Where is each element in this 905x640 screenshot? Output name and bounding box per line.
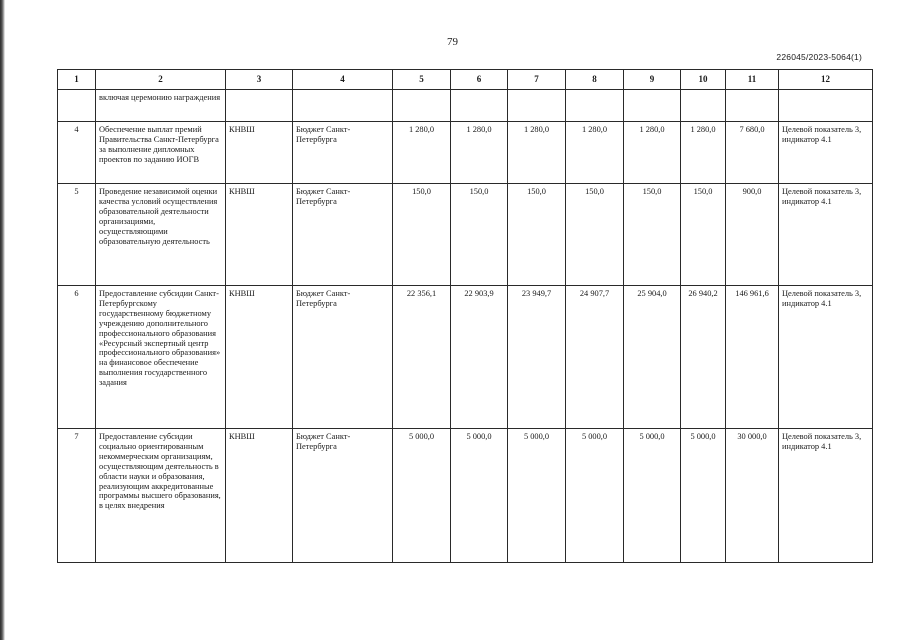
total-cell: 900,0 xyxy=(726,184,779,286)
header-cell: 6 xyxy=(451,70,508,90)
header-cell: 4 xyxy=(293,70,393,90)
value-cell: 150,0 xyxy=(681,184,726,286)
value-cell xyxy=(393,90,451,122)
funding-source: Бюджет Санкт-Петербурга xyxy=(293,429,393,563)
executor: КНВШ xyxy=(226,184,293,286)
header-cell: 10 xyxy=(681,70,726,90)
program-table xyxy=(57,69,873,563)
value-cell: 5 000,0 xyxy=(508,429,566,563)
value-cell: 150,0 xyxy=(451,184,508,286)
value-cell: 24 907,7 xyxy=(566,286,624,429)
value-cell: 5 000,0 xyxy=(451,429,508,563)
activity-name: Обеспечение выплат премий Правительства Санкт-Петербурга за выполнение дипломных проектов по заданию ИОГВ xyxy=(96,122,226,184)
indicator-cell: Целевой показатель 3, индикатор 4.1 xyxy=(779,184,873,286)
header-cell: 11 xyxy=(726,70,779,90)
header-cell: 7 xyxy=(508,70,566,90)
value-cell: 1 280,0 xyxy=(566,122,624,184)
header-cell: 2 xyxy=(96,70,226,90)
executor: КНВШ xyxy=(226,286,293,429)
funding-source: Бюджет Санкт-Петербурга xyxy=(293,122,393,184)
table-row xyxy=(58,184,873,286)
funding-source: Бюджет Санкт-Петербурга xyxy=(293,184,393,286)
table-row xyxy=(58,429,873,563)
page-number: 79 xyxy=(447,36,458,48)
value-cell: 5 000,0 xyxy=(624,429,681,563)
indicator-cell xyxy=(779,90,873,122)
value-cell: 5 000,0 xyxy=(393,429,451,563)
value-cell xyxy=(451,90,508,122)
funding-source xyxy=(293,90,393,122)
indicator-cell: Целевой показатель 3, индикатор 4.1 xyxy=(779,122,873,184)
row-number: 7 xyxy=(58,429,96,563)
scan-edge xyxy=(0,0,5,640)
value-cell xyxy=(681,90,726,122)
executor xyxy=(226,90,293,122)
value-cell: 1 280,0 xyxy=(508,122,566,184)
row-number xyxy=(58,90,96,122)
value-cell: 5 000,0 xyxy=(681,429,726,563)
document-code: 226045/2023-5064(1) xyxy=(776,52,862,62)
value-cell: 150,0 xyxy=(508,184,566,286)
value-cell: 1 280,0 xyxy=(393,122,451,184)
value-cell: 1 280,0 xyxy=(681,122,726,184)
value-cell: 5 000,0 xyxy=(566,429,624,563)
total-cell: 7 680,0 xyxy=(726,122,779,184)
total-cell: 30 000,0 xyxy=(726,429,779,563)
value-cell: 150,0 xyxy=(624,184,681,286)
header-cell: 3 xyxy=(226,70,293,90)
table-row xyxy=(58,286,873,429)
total-cell xyxy=(726,90,779,122)
value-cell: 23 949,7 xyxy=(508,286,566,429)
table-row xyxy=(58,90,873,122)
activity-name: Проведение независимой оценки качества условий осуществления образовательной деятельности организациями, осуществляющими образовательную деятельность xyxy=(96,184,226,286)
value-cell: 1 280,0 xyxy=(451,122,508,184)
row-number: 5 xyxy=(58,184,96,286)
indicator-cell: Целевой показатель 3, индикатор 4.1 xyxy=(779,286,873,429)
activity-name: Предоставление субсидии Санкт-Петербургскому государственному бюджетному учреждению дополнительного профессионального образования «Ресурсный экспертный центр профессионального образования» на финансовое обеспечение выполнения государственного задания xyxy=(96,286,226,429)
table-row xyxy=(58,122,873,184)
row-number: 4 xyxy=(58,122,96,184)
value-cell: 150,0 xyxy=(566,184,624,286)
activity-name: Предоставление субсидии социально ориентированным некоммерческим организациям, осуществляющим деятельность в области науки и образования, реализующим аккредитованные программы высшего образования, в целях внедрения xyxy=(96,429,226,563)
executor: КНВШ xyxy=(226,429,293,563)
indicator-cell: Целевой показатель 3, индикатор 4.1 xyxy=(779,429,873,563)
header-cell: 5 xyxy=(393,70,451,90)
value-cell: 1 280,0 xyxy=(624,122,681,184)
value-cell xyxy=(508,90,566,122)
header-cell: 12 xyxy=(779,70,873,90)
header-row xyxy=(58,70,873,90)
value-cell: 22 903,9 xyxy=(451,286,508,429)
value-cell: 26 940,2 xyxy=(681,286,726,429)
row-number: 6 xyxy=(58,286,96,429)
value-cell xyxy=(566,90,624,122)
header-cell: 9 xyxy=(624,70,681,90)
total-cell: 146 961,6 xyxy=(726,286,779,429)
activity-name: включая церемонию награждения xyxy=(96,90,226,122)
value-cell: 25 904,0 xyxy=(624,286,681,429)
header-cell: 8 xyxy=(566,70,624,90)
value-cell xyxy=(624,90,681,122)
value-cell: 22 356,1 xyxy=(393,286,451,429)
executor: КНВШ xyxy=(226,122,293,184)
value-cell: 150,0 xyxy=(393,184,451,286)
header-cell: 1 xyxy=(58,70,96,90)
funding-source: Бюджет Санкт-Петербурга xyxy=(293,286,393,429)
